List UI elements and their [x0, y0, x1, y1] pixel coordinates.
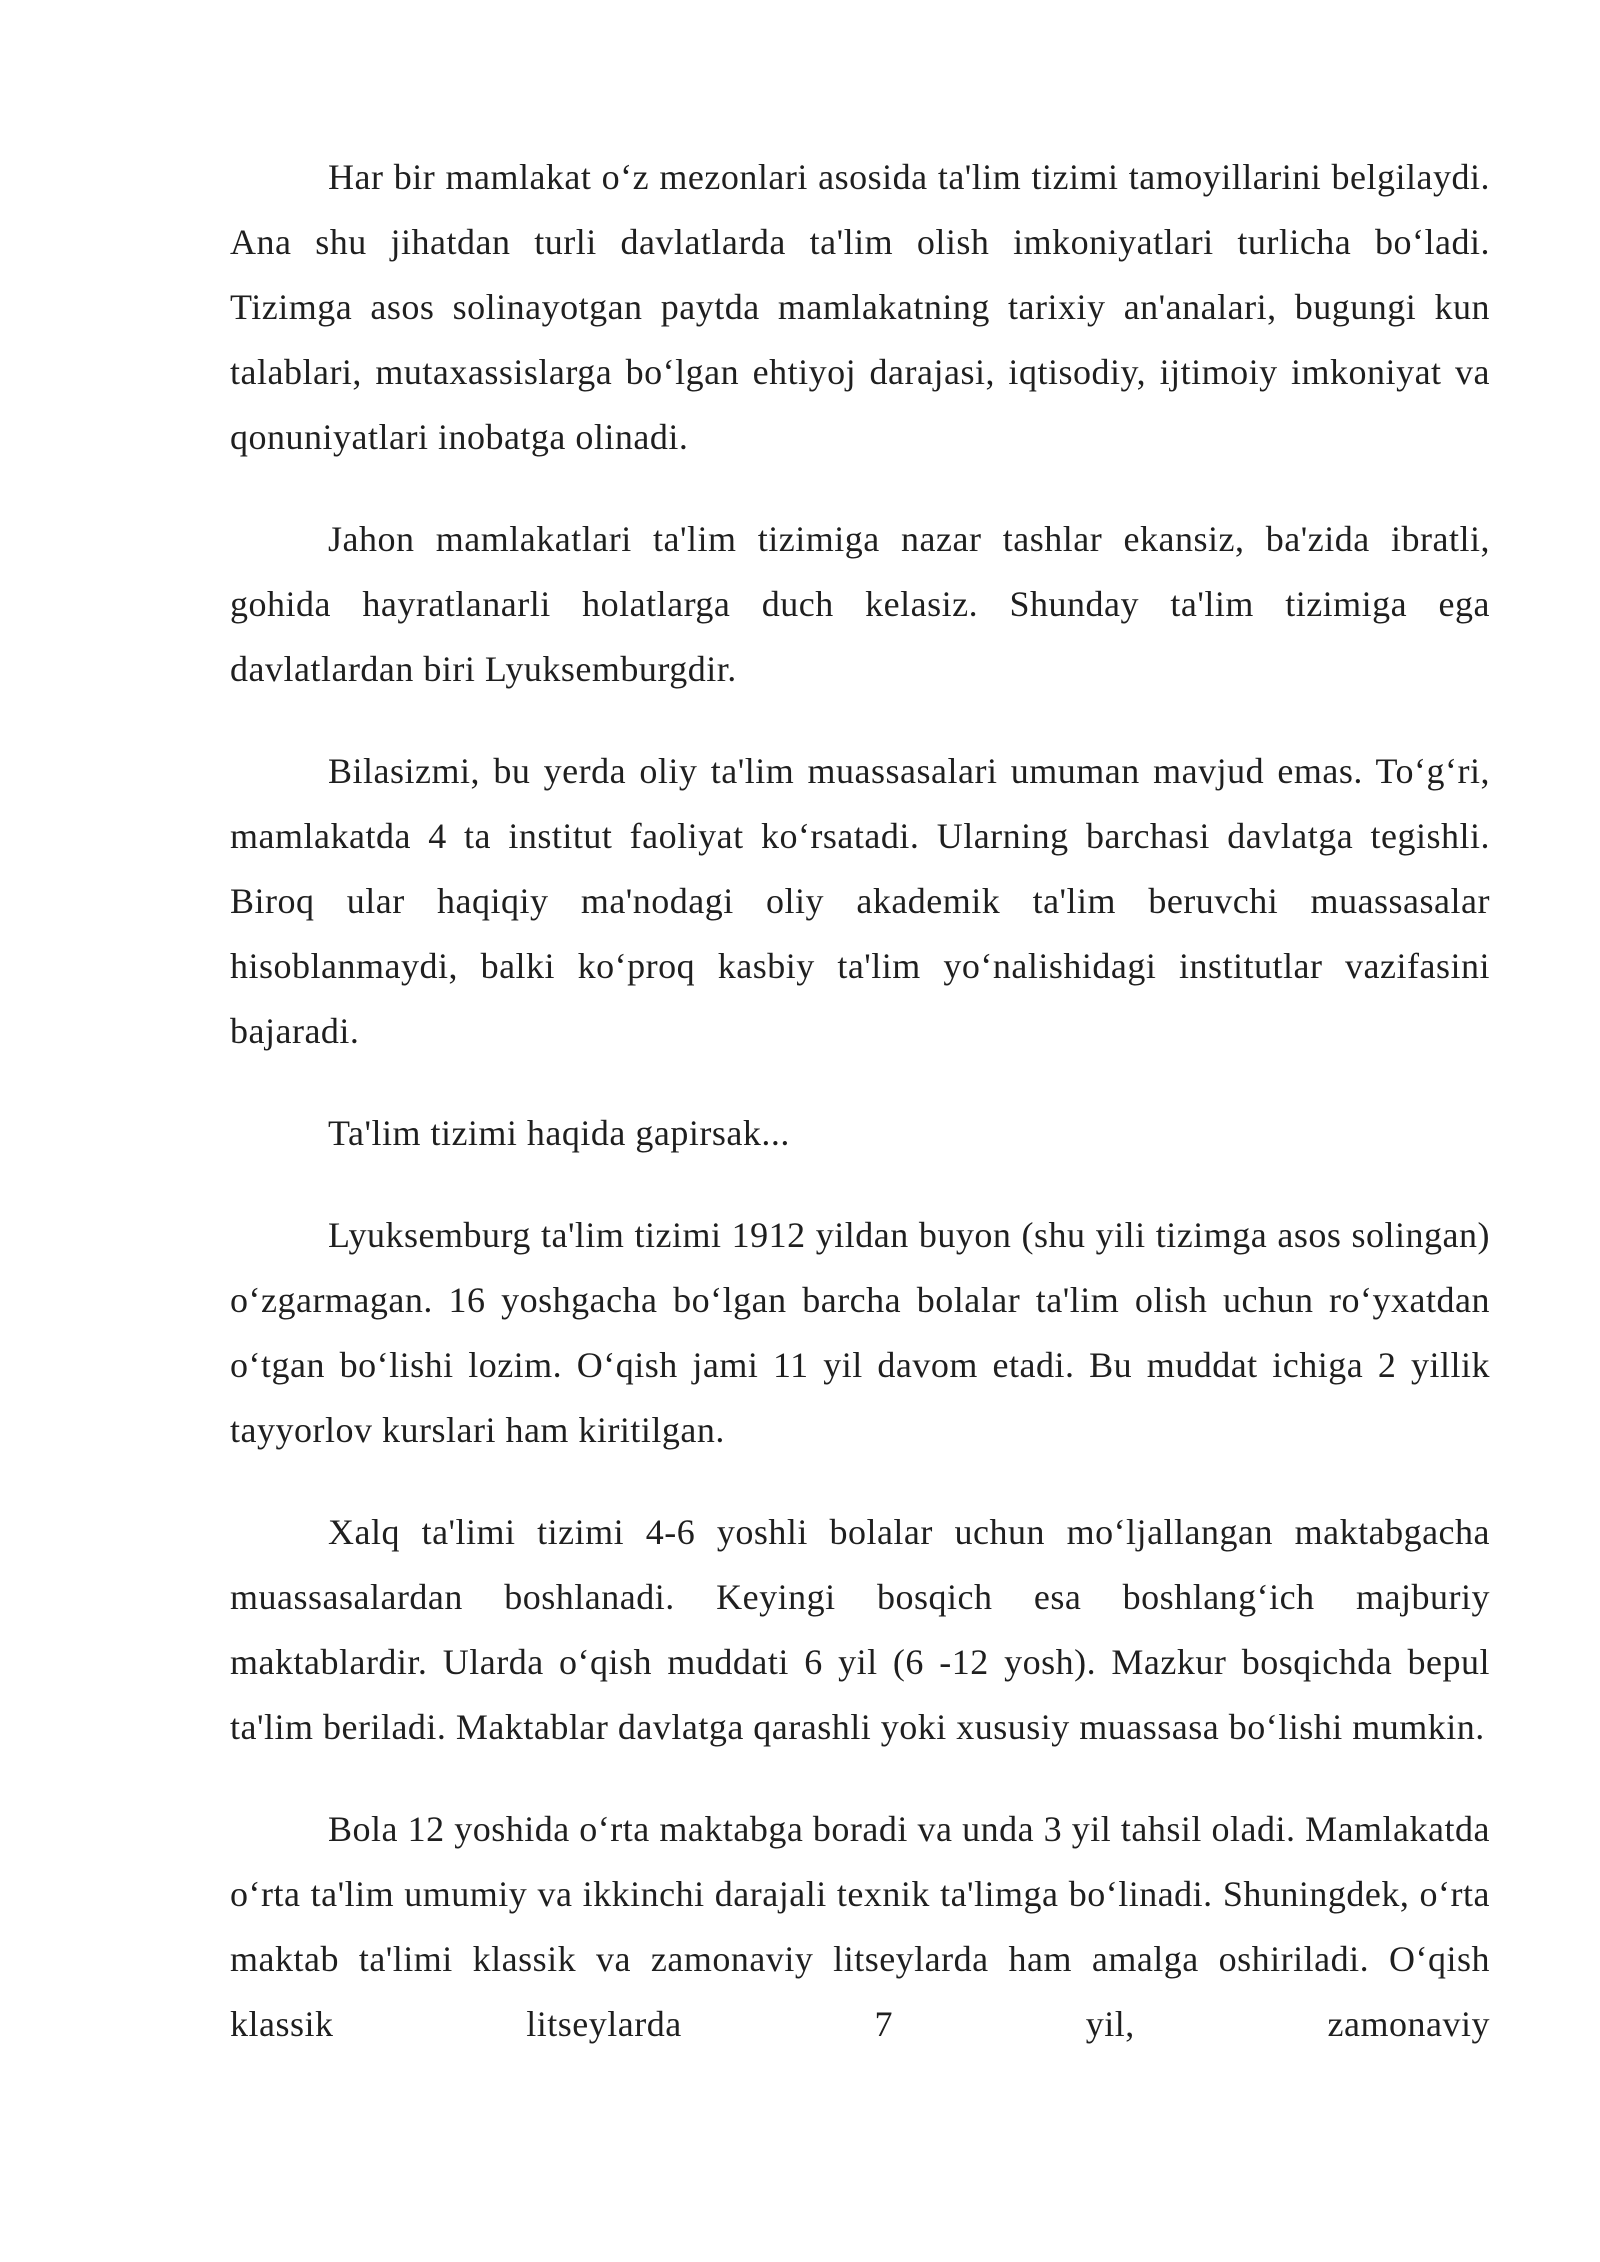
paragraph: Ta'lim tizimi haqida gapirsak... — [328, 1113, 790, 1153]
paragraph: Bola 12 yoshida o‘rta maktabga boradi va unda 3 yil tahsil oladi. Mamlakatda o‘rta ta'lim umumiy va ikkinchi darajali texnik ta'limga bo‘linadi. Shuningdek, o‘rta maktab ta'limi klassik va zamonaviy litseylarda ham amalga oshiriladi. O‘qish klassik litseylarda 7 yil, zamonaviy — [230, 1809, 1490, 2044]
paragraph: Lyuksemburg ta'lim tizimi 1912 yildan buyon (shu yili tizimga asos solingan) o‘zgarmagan. 16 yoshgacha bo‘lgan barcha bolalar ta'lim olish uchun ro‘yxatdan o‘tgan bo‘lishi lozim. O‘qish jami 11 yil davom etadi. Bu muddat ichiga 2 yillik tayyorlov kurslari ham kiritilgan. — [230, 1215, 1490, 1450]
paragraph: Bilasizmi, bu yerda oliy ta'lim muassasalari umuman mavjud emas. To‘g‘ri, mamlakatda 4 ta institut faoliyat ko‘rsatadi. Ularning barchasi davlatga tegishli. Biroq ular haqiqiy ma'nodagi oliy akademik ta'lim beruvchi muassasalar hisoblanmaydi, balki ko‘proq kasbiy ta'lim yo‘nalishidagi institutlar vazifasini bajaradi. — [230, 751, 1490, 1051]
document-body — [230, 145, 1490, 2057]
paragraph: Xalq ta'limi tizimi 4-6 yoshli bolalar uchun mo‘ljallangan maktabgacha muassasalardan boshlanadi. Keyingi bosqich esa boshlang‘ich majburiy maktablardir. Ularda o‘qish muddati 6 yil (6 -12 yosh). Mazkur bosqichda bepul ta'lim beriladi. Maktablar davlatga qarashli yoki xususiy muassasa bo‘lishi mumkin. — [230, 1512, 1490, 1747]
paragraph: Jahon mamlakatlari ta'lim tizimiga nazar tashlar ekansiz, ba'zida ibratli, gohida hayratlanarli holatlarga duch kelasiz. Shunday ta'lim tizimiga ega davlatlardan biri Lyuksemburgdir. — [230, 519, 1490, 689]
paragraph: Har bir mamlakat o‘z mezonlari asosida ta'lim tizimi tamoyillarini belgilaydi. Ana shu jihatdan turli davlatlarda ta'lim olish imkoniyatlari turlicha bo‘ladi. Tizimga asos solinayotgan paytda mamlakatning tarixiy an'analari, bugungi kun talablari, mutaxassislarga bo‘lgan ehtiyoj darajasi, iqtisodiy, ijtimoiy imkoniyat va qonuniyatlari inobatga olinadi. — [230, 157, 1490, 457]
